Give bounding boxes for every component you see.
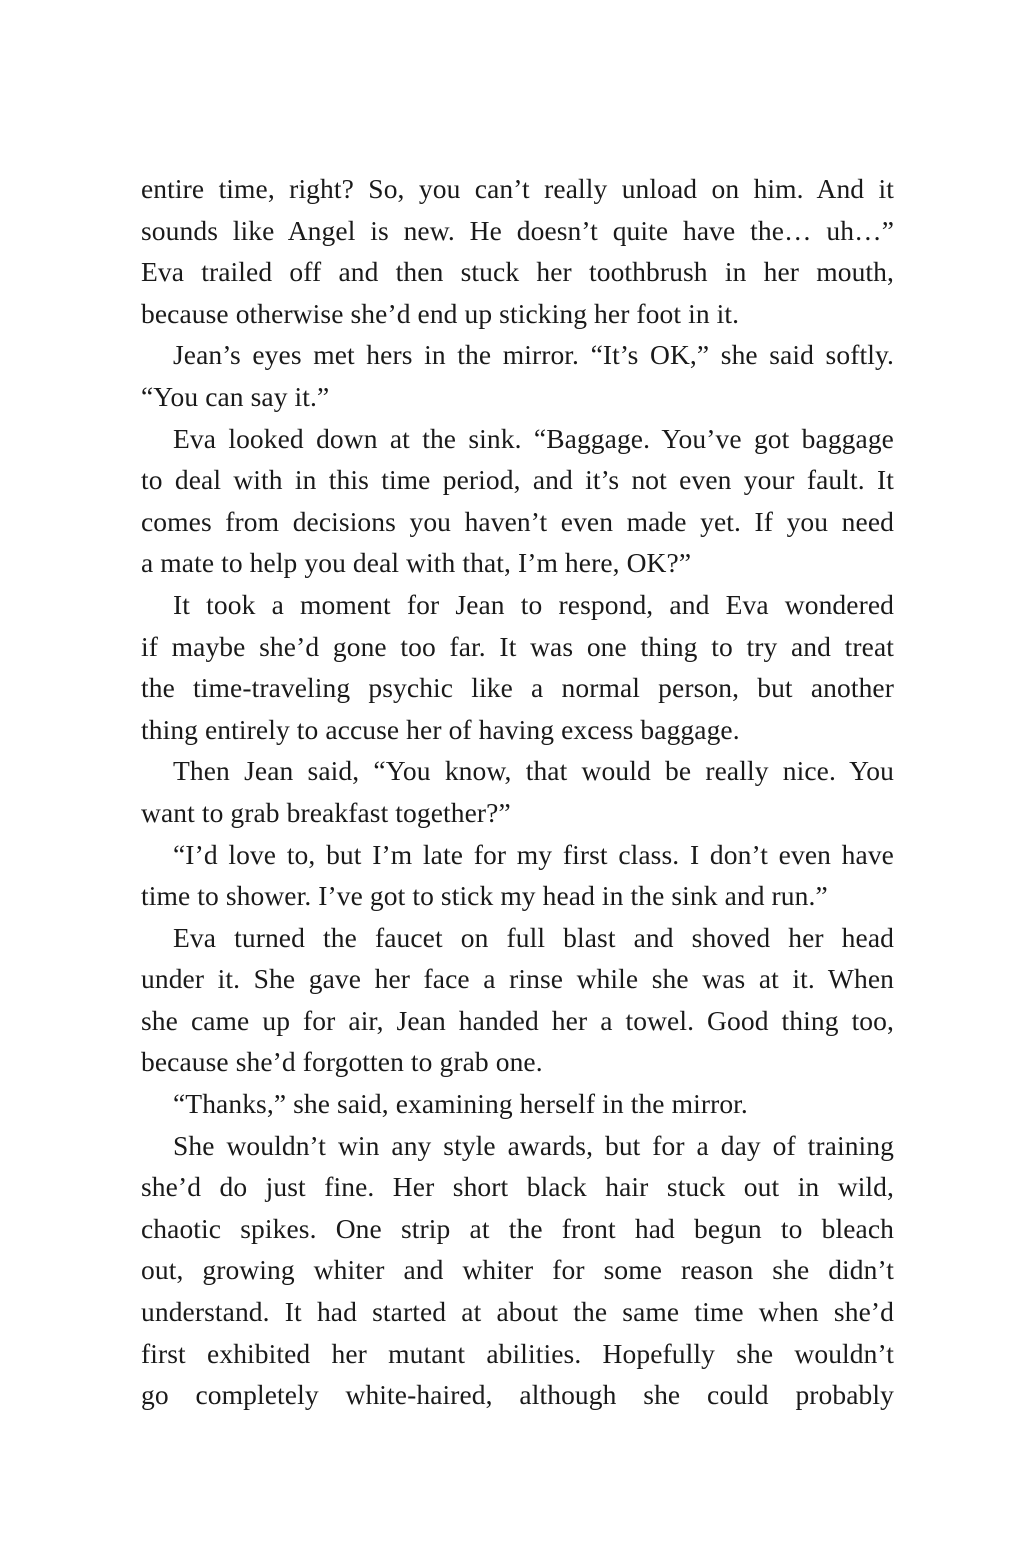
text-line: “Thanks,” she said, examining herself in the mirror.: [173, 1088, 748, 1120]
text-line: first exhibited her mutant abilities. Hopefully she wouldn’t: [141, 1337, 894, 1369]
text-line: under it. She gave her face a rinse while she was at it. When: [141, 963, 894, 995]
text-line: she came up for air, Jean handed her a towel. Good thing too,: [141, 1004, 894, 1036]
text-line: Eva trailed off and then stuck her toothbrush in her mouth,: [141, 256, 894, 288]
text-line: Eva turned the faucet on full blast and shoved her head: [173, 921, 894, 953]
text-line: Jean’s eyes met hers in the mirror. “It’s OK,” she said softly.: [173, 339, 894, 371]
text-line: It took a moment for Jean to respond, and Eva wondered: [173, 588, 894, 620]
text-line: the time-traveling psychic like a normal person, but another: [141, 672, 894, 704]
text-line: want to grab breakfast together?”: [141, 796, 511, 828]
text-line: a mate to help you deal with that, I’m here, OK?”: [141, 547, 692, 579]
text-line: sounds like Angel is new. He doesn’t quite have the… uh…”: [141, 214, 894, 246]
text-line: time to shower. I’ve got to stick my head in the sink and run.”: [141, 880, 828, 912]
text-line: Then Jean said, “You know, that would be really nice. You: [173, 755, 894, 787]
text-line: She wouldn’t win any style awards, but for a day of training: [173, 1129, 894, 1161]
text-line: chaotic spikes. One strip at the front had begun to bleach: [141, 1212, 894, 1244]
text-line: entire time, right? So, you can’t really unload on him. And it: [141, 173, 894, 204]
text-line: go completely white-haired, although she could probably: [141, 1379, 894, 1411]
text-line: to deal with in this time period, and it’s not even your fault. It: [141, 464, 894, 496]
text-line: out, growing whiter and whiter for some reason she didn’t: [141, 1254, 894, 1286]
text-line: understand. It had started at about the same time when she’d: [141, 1296, 894, 1328]
text-line: if maybe she’d gone too far. It was one thing to try and treat: [141, 630, 894, 662]
text-line: Eva looked down at the sink. “Baggage. You’ve got baggage: [173, 422, 894, 454]
text-line: because otherwise she’d end up sticking her foot in it.: [141, 297, 740, 329]
text-line: she’d do just fine. Her short black hair stuck out in wild,: [141, 1171, 894, 1203]
text-line: thing entirely to accuse her of having excess baggage.: [141, 713, 740, 745]
text-line: comes from decisions you haven’t even made yet. If you need: [141, 505, 894, 537]
text-line: “You can say it.”: [141, 380, 330, 412]
text-line: because she’d forgotten to grab one.: [141, 1046, 543, 1078]
text-line: “I’d love to, but I’m late for my first class. I don’t even have: [173, 838, 894, 870]
body-text: [141, 168, 894, 1416]
